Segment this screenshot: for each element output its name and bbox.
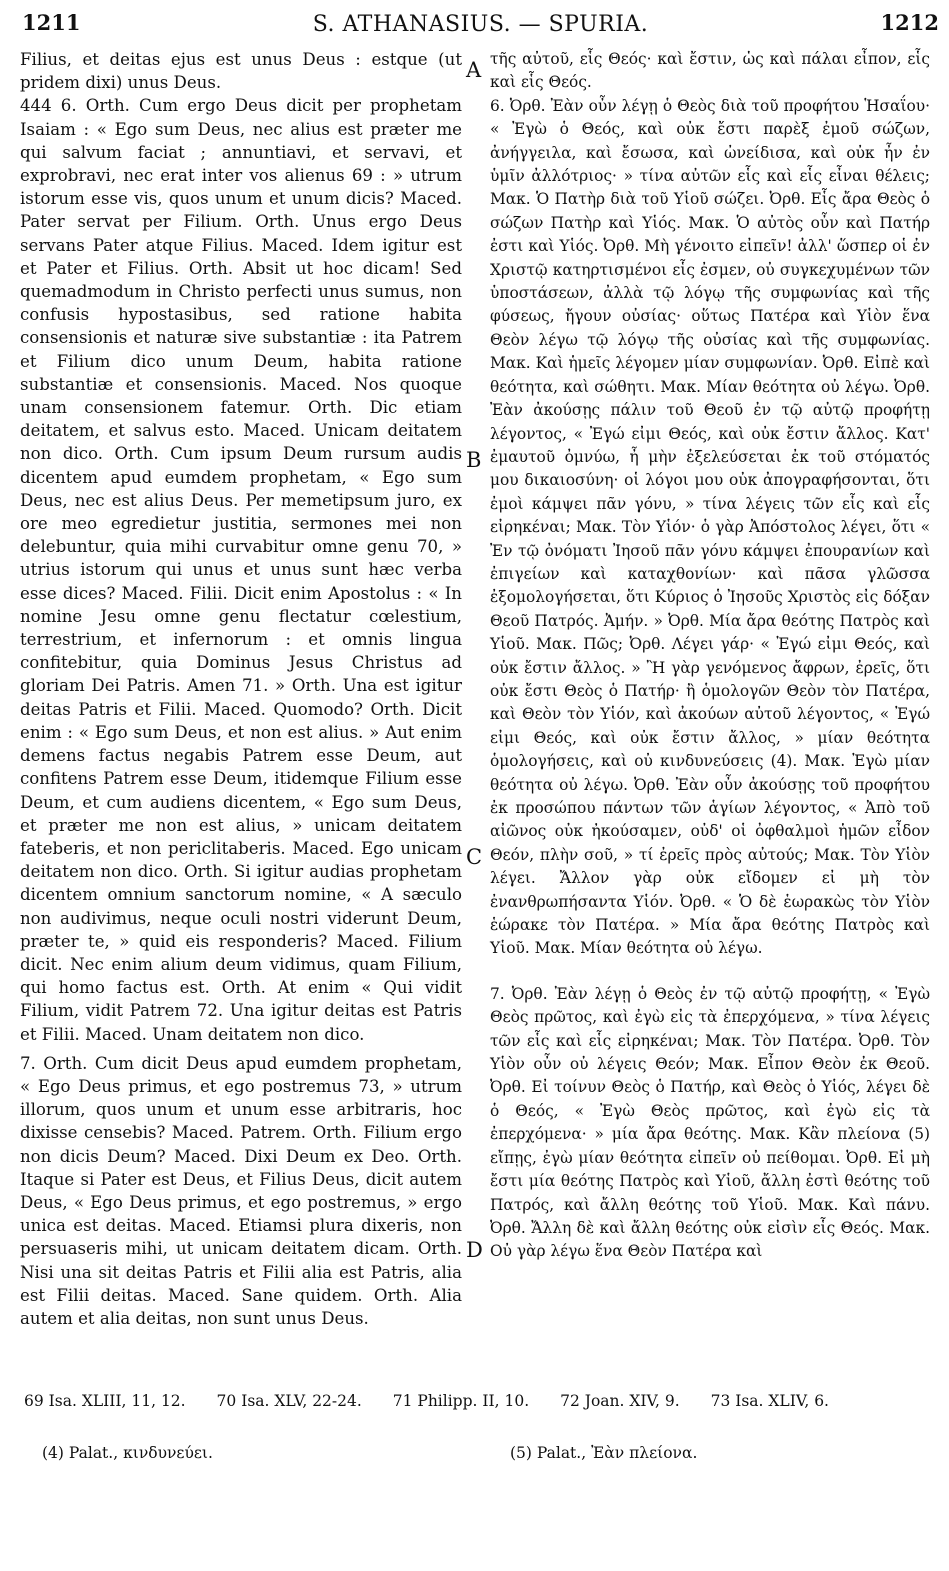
page-number-left: 1211 xyxy=(22,10,81,35)
latin-paragraph-3: 7. Orth. Cum dicit Deus apud eumdem prophetam, « Ego Deus primus, et ego postremus 73, » utrum illorum, quos unum et unum esse arbitraris, hoc dixisse censebis? Maced. Patrem. Orth. Filium ergo non dicis Deum? Maced. Dixi Deum ex Deo. Orth. Itaque si Pater est Deus, et Filius Deus, dicit autem Deus, « Ego Deus primus, et ego postremus, » ergo unica est deitas. Maced. Etiamsi plura dixeris, non persuaseris mihi, ut unicam deitatem dicam. Orth. Nisi una sit deitas Patris et Filii alia est Patris, alia est Filii deitas. Maced. Sane quidem. Orth. Alia autem et alia deitas, non sunt unus Deus. xyxy=(20,1053,462,1328)
footnote-70: 70 Isa. XLV, 22-24. xyxy=(216,1392,362,1410)
footnote-72: 72 Joan. XIV, 9. xyxy=(560,1392,680,1410)
latin-paragraph-2: 444 6. Orth. Cum ergo Deus dicit per prophetam Isaiam : « Ego sum Deus, nec alius est præter me qui salvum faciat ; annuntiavi, et servavi, et exprobravi, nec erat inter vos alienus 69 : » utrum istorum esse vis, quos unum et unum dicis? Maced. Pater servat per Filium. Orth. Unus ergo Deus servans Pater atque Filius. Maced. Idem igitur est et Pater et Filius. Orth. Absit ut hoc dicam! Sed quemadmodum in Christo perfecti unus sumus, non confusis hypostasibus, sed ratione habita consensionis et naturæ sive substantiæ : ita Patrem et Filium dico unum Deum, habita ratione substantiæ et consensionis. Maced. Nos quoque unam consensionem fatemur. Orth. Dic etiam deitatem, et salvus esto. Maced. Unicam deitatem non dico. Orth. Cum ipsum Deum rursum audis dicentem apud eumdem prophetam, « Ego sum Deus, nec est alius Deus. Per memetipsum juro, ex ore meo egredietur justitia, sermones mei non delebuntur, quia mihi curvabitur omne genu 70, » utrius istorum qui unus et unus sunt hæc verba esse dices? Maced. Filii. Dicit enim Apostolus : « In nomine Jesu omne genu flectatur cœlestium, terrestrium, et infernorum : et omnis lingua confitebitur, quia Dominus Jesus Christus ad gloriam Dei Patris. Amen 71. » Orth. Una est igitur deitas Patris et Filii. Maced. Quomodo? Orth. Dicit enim : « Ego sum Deus, et non est alius. » Aut enim demens factus negabis Patrem esse Deum, aut confitens Patrem esse Deum, itidemque Filium esse Deum, et cum audiens dicentem, « Ego sum Deus, et præter me non est alius, » unicam deitatem fateberis, et non periclitaberis. Maced. Ego unicam deitatem non dico. Orth. Si igitur audias prophetam dicentem omnium sanctorum nomine, « A sæculo non audivimus, neque oculi nostri viderunt Deum, præter te, » quid eis responderis? Maced. Filium dicit. Nec enim alium deum vidimus, quam Filium, qui homo factus est. Orth. At enim « Qui vidit Filium, vidit Patrem 72. Una igitur deitas est Patris et Filii. Maced. Unam deitatem non dico. xyxy=(20,96,462,1044)
variant-note-5: (5) Palat., Ἐὰν πλείονα. xyxy=(510,1444,698,1462)
footnote-73: 73 Isa. XLIV, 6. xyxy=(710,1392,829,1410)
greek-paragraph-3: 7. Ὀρθ. Ἐὰν λέγῃ ὁ Θεὸς ἐν τῷ αὐτῷ προφήτῃ, « Ἐγὼ Θεὸς πρῶτος, καὶ ἐγὼ εἰς τὰ ἐπερχόμενα, » τίνα λέγεις τῶν εἷς καὶ εἷς εἰρηκέναι; Μακ. Τὸν Πατέρα. Ὀρθ. Τὸν Υἱὸν οὖν οὐ λέγεις Θεόν; Μακ. Εἶπον Θεὸν ἐκ Θεοῦ. Ὀρθ. Εἰ τοίνυν Θεὸς ὁ Πατήρ, καὶ Θεὸς ὁ Υἱός, λέγει δὲ ὁ Θεός, « Ἐγὼ Θεὸς πρῶτος, καὶ ἐγὼ εἰς τὰ ἐπερχόμενα· » μία ἄρα θεότης. Μακ. Κἂν πλείονα (5) εἴπῃς, ἐγὼ μίαν θεότητα εἰπεῖν οὐ πείθομαι. Ὀρθ. Εἰ μὴ ἔστι μία θεότης Πατρὸς καὶ Υἱοῦ, ἄλλη ἐστὶ θεότης τοῦ Πατρός, καὶ ἄλλη θεότης τοῦ Υἱοῦ. Μακ. Καὶ πάνυ. Ὀρθ. Ἄλλη δὲ καὶ ἄλλη θεότης οὐκ εἰσὶν εἷς Θεός. Μακ. Οὐ γὰρ λέγω ἕνα Θεὸν Πατέρα καὶ xyxy=(490,984,930,1261)
scripture-footnotes xyxy=(24,1392,855,1410)
latin-column xyxy=(20,48,462,1330)
margin-marker-c: C xyxy=(466,845,483,869)
latin-paragraph-1: Filius, et deitas ejus est unus Deus : estque (ut pridem dixi) unus Deus. xyxy=(20,50,462,93)
greek-paragraph-2: 6. Ὀρθ. Ἐὰν οὖν λέγῃ ὁ Θεὸς διὰ τοῦ προφήτου Ἡσαΐου· « Ἐγὼ ὁ Θεός, καὶ οὐκ ἔστι παρὲξ ἐμοῦ σώζων, ἀνήγγειλα, καὶ ἔσωσα, καὶ ὠνείδισα, καὶ οὐκ ἦν ἐν ὑμῖν ἀλλότριος· » τίνα αὐτῶν εἷς καὶ εἷς εἶναι θέλεις; Μακ. Ὁ Πατὴρ διὰ τοῦ Υἱοῦ σώζει. Ὀρθ. Εἷς ἄρα Θεὸς ὁ σώζων Πατὴρ καὶ Υἱός. Μακ. Ὁ αὐτὸς οὖν καὶ Πατήρ ἐστι καὶ Υἱός. Ὀρθ. Μὴ γένοιτο εἰπεῖν! ἀλλ' ὥσπερ οἱ ἐν Χριστῷ κατηρτισμένοι εἷς ἐσμεν, οὐ συγκεχυμένων τῶν ὑποστάσεων, ἀλλὰ τῷ λόγῳ τῆς συμφωνίας καὶ τῆς φύσεως, ἤγουν οὐσίας· οὕτως Πατέρα καὶ Υἱὸν ἕνα Θεὸν λέγω τῷ λόγῳ τῆς οὐσίας καὶ τῆς συμφωνίας. Μακ. Καὶ ἡμεῖς λέγομεν μίαν συμφωνίαν. Ὀρθ. Εἰπὲ καὶ θεότητα, καὶ σώθητι. Μακ. Μίαν θεότητα οὐ λέγω. Ὀρθ. Ἐὰν ἀκούσῃς πάλιν τοῦ Θεοῦ ἐν τῷ αὐτῷ προφήτῃ λέγοντος, « Ἐγώ εἰμι Θεός, καὶ οὐκ ἔστιν ἄλλος. Κατ' ἐμαυτοῦ ὀμνύω, ἦ μὴν ἐξελεύσεται ἐκ τοῦ στόματός μου δικαιοσύνη· οἱ λόγοι μου οὐκ ἀπογραφήσονται, ὅτι ἐμοὶ κάμψει πᾶν γόνυ, » τίνα λέγεις τῶν εἷς καὶ εἷς εἰρηκέναι; Μακ. Τὸν Υἱόν· ὁ γὰρ Ἀπόστολος λέγει, ὅτι « Ἐν τῷ ὀνόματι Ἰησοῦ πᾶν γόνυ κάμψει ἐπουρανίων καὶ ἐπιγείων καὶ καταχθονίων· καὶ πᾶσα γλῶσσα ἐξομολογήσεται, ὅτι Κύριος ὁ Ἰησοῦς Χριστὸς εἰς δόξαν Θεοῦ Πατρός. Ἀμήν. » Ὀρθ. Μία ἄρα θεότης Πατρὸς καὶ Υἱοῦ. Μακ. Πῶς; Ὀρθ. Λέγει γάρ· « Ἐγώ εἰμι Θεός, καὶ οὐκ ἔστιν ἄλλος. » Ἢ γὰρ γενόμενος ἄφρων, ἐρεῖς, ὅτι οὐκ ἔστι Θεὸς ὁ Πατήρ· ἢ ὁμολογῶν Θεὸν τὸν Πατέρα, καὶ Θεὸν τὸν Υἱόν, καὶ ἀκούων αὐτοῦ λέγοντος, « Ἐγώ εἰμι Θεός, καὶ οὐκ ἔστιν ἄλλος, » μίαν θεότητα ὁμολογήσεις, καὶ οὐ κινδυνεύσεις (4). Μακ. Ἐγὼ μίαν θεότητα οὐ λέγω. Ὀρθ. Ἐὰν οὖν ἀκούσῃς τοῦ προφήτου ἐκ προσώπου πάντων τῶν ἁγίων λέγοντος, « Ἀπὸ τοῦ αἰῶνος οὐκ ἠκούσαμεν, οὐδ' οἱ ὀφθαλμοὶ ἡμῶν εἶδον Θεόν, πλὴν σοῦ, » τί ἐρεῖς πρὸς αὐτούς; Μακ. Τὸν Υἱὸν λέγει. Ἄλλον γὰρ οὐκ εἴδομεν εἰ μὴ τὸν ἐνανθρωπήσαντα Υἱόν. Ὀρθ. « Ὁ δὲ ἑωρακὼς τὸν Υἱὸν ἑώρακε τὸν Πατέρα. » Μία ἄρα θεότης Πατρὸς καὶ Υἱοῦ. Μακ. Μίαν θεότητα οὐ λέγω. xyxy=(490,96,930,958)
footnote-71: 71 Philipp. II, 10. xyxy=(392,1392,530,1410)
page-number-right: 1212 xyxy=(880,10,939,35)
running-title: S. ATHANASIUS. — SPURIA. xyxy=(312,12,649,37)
margin-marker-a: A xyxy=(466,58,482,82)
variant-note-4: (4) Palat., κινδυνεύει. xyxy=(42,1444,213,1462)
margin-marker-d: D xyxy=(466,1238,483,1262)
greek-paragraph-1: τῆς αὐτοῦ, εἷς Θεός· καὶ ἔστιν, ὡς καὶ πάλαι εἶπον, εἷς καὶ εἷς Θεός. xyxy=(490,50,930,92)
running-header xyxy=(22,10,939,40)
footnote-69: 69 Isa. XLIII, 11, 12. xyxy=(24,1392,186,1410)
margin-marker-b: B xyxy=(466,448,482,472)
greek-column xyxy=(490,48,930,1264)
